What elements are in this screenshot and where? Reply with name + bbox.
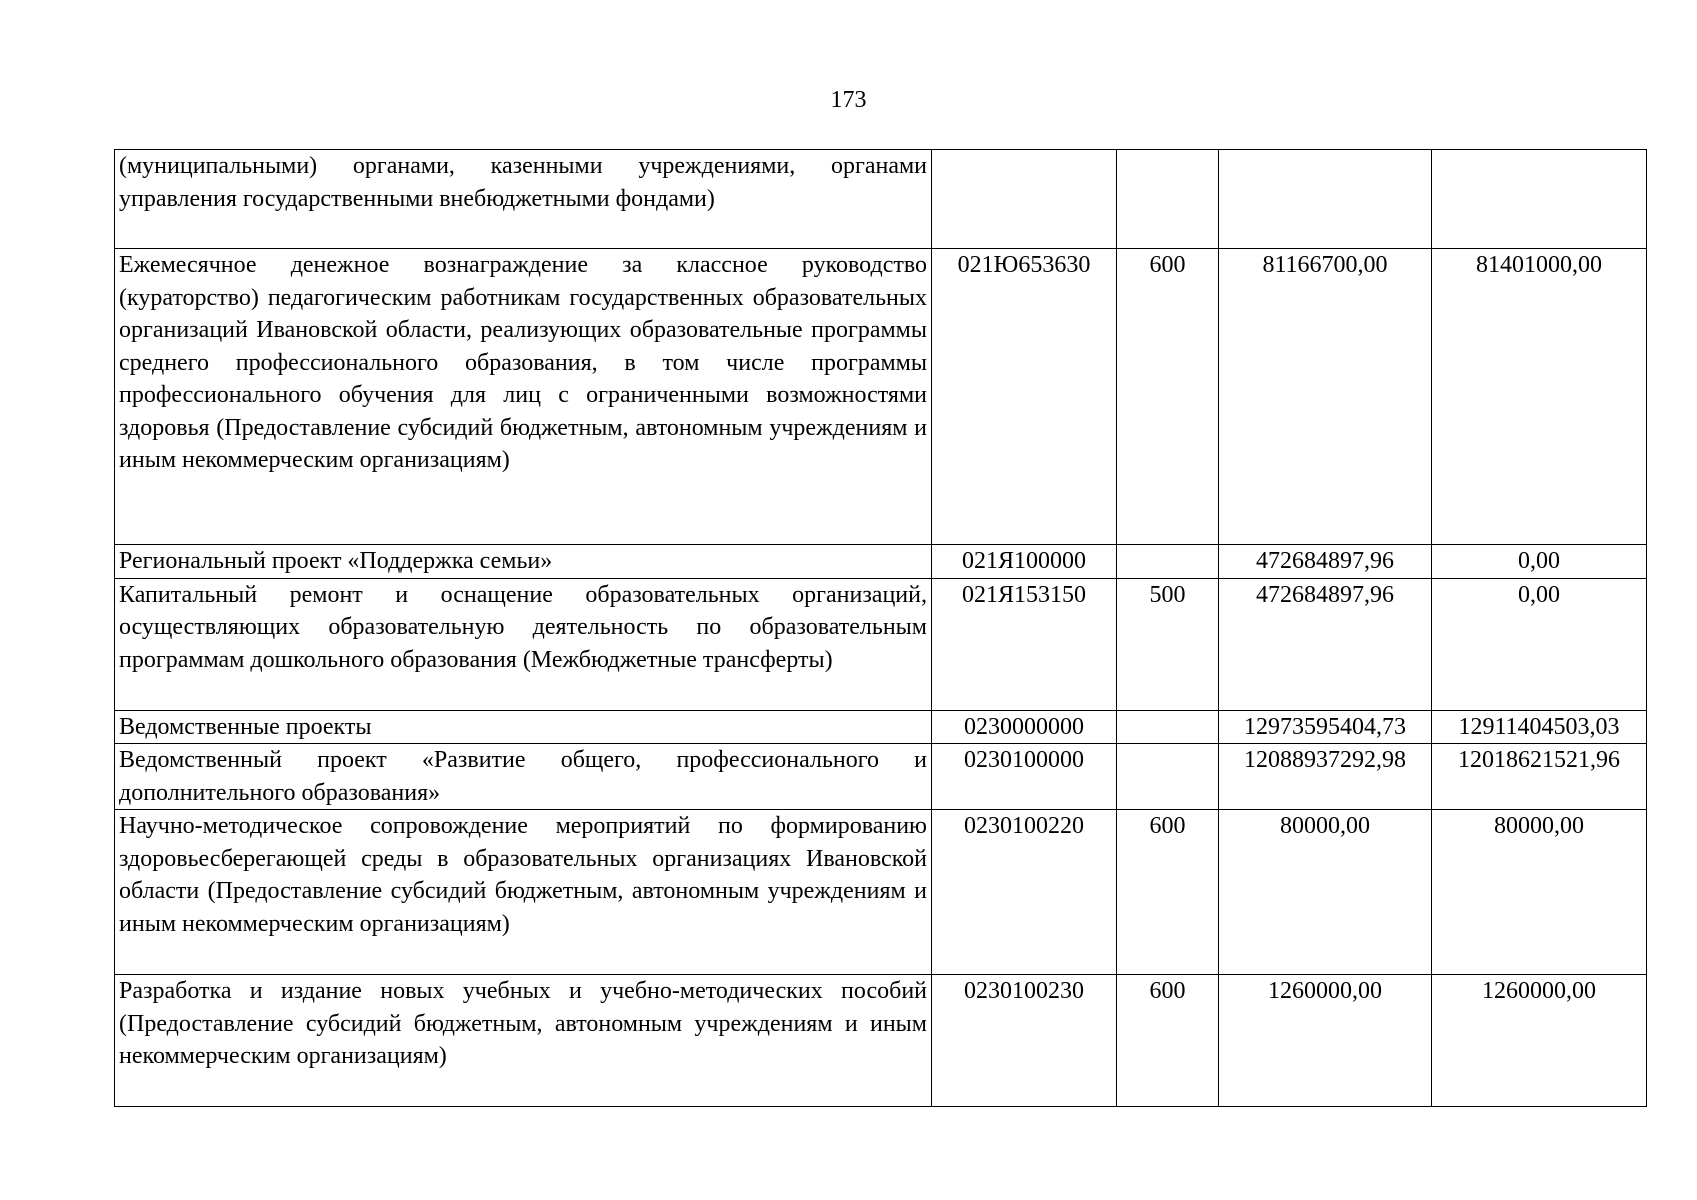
row-amount-year1: 472684897,96 — [1219, 545, 1432, 579]
row-expense-type — [1117, 545, 1219, 579]
row-amount-year2: 81401000,00 — [1432, 249, 1647, 545]
row-expense-type: 600 — [1117, 975, 1219, 1107]
row-amount-year1: 472684897,96 — [1219, 578, 1432, 710]
row-amount-year2: 1260000,00 — [1432, 975, 1647, 1107]
table-row — [115, 249, 1647, 545]
row-description: Ведомственные проекты — [115, 710, 932, 744]
row-amount-year1: 80000,00 — [1219, 810, 1432, 975]
row-target-code: 021Я100000 — [932, 545, 1117, 579]
row-description: Разработка и издание новых учебных и учебно-методических пособий (Предоставление субсидий бюджетным, автономным учреждениям и иным некоммерческим организациям) — [115, 975, 932, 1107]
row-target-code: 0230000000 — [932, 710, 1117, 744]
row-expense-type: 600 — [1117, 249, 1219, 545]
row-target-code: 0230100220 — [932, 810, 1117, 975]
row-amount-year2: 80000,00 — [1432, 810, 1647, 975]
row-amount-year1: 81166700,00 — [1219, 249, 1432, 545]
row-expense-type — [1117, 150, 1219, 249]
budget-table — [114, 149, 1647, 1107]
row-description: Региональный проект «Поддержка семьи» — [115, 545, 932, 579]
table-row — [115, 975, 1647, 1107]
row-target-code: 021Ю653630 — [932, 249, 1117, 545]
row-amount-year1: 12088937292,98 — [1219, 744, 1432, 810]
row-target-code: 0230100230 — [932, 975, 1117, 1107]
row-target-code: 021Я153150 — [932, 578, 1117, 710]
table-row — [115, 710, 1647, 744]
row-amount-year1: 12973595404,73 — [1219, 710, 1432, 744]
page-number: 173 — [830, 87, 867, 113]
row-description: Ведомственный проект «Развитие общего, профессионального и дополнительного образования» — [115, 744, 932, 810]
row-amount-year2: 12018621521,96 — [1432, 744, 1647, 810]
row-expense-type — [1117, 744, 1219, 810]
row-target-code — [932, 150, 1117, 249]
table-row — [115, 150, 1647, 249]
row-description: Капитальный ремонт и оснащение образовательных организаций, осуществляющих образовательную деятельность по образовательным программам дошкольного образования (Межбюджетные трансферты) — [115, 578, 932, 710]
row-amount-year2: 0,00 — [1432, 578, 1647, 710]
table-row — [115, 810, 1647, 975]
row-amount-year2 — [1432, 150, 1647, 249]
table-row — [115, 744, 1647, 810]
table-row — [115, 545, 1647, 579]
table-row — [115, 578, 1647, 710]
row-amount-year2: 12911404503,03 — [1432, 710, 1647, 744]
row-description: Научно-методическое сопровождение мероприятий по формированию здоровьесберегающей среды в образовательных организациях Ивановской области (Предоставление субсидий бюджетным, автономным учреждениям и иным некоммерческим организациям) — [115, 810, 932, 975]
row-amount-year1 — [1219, 150, 1432, 249]
row-expense-type — [1117, 710, 1219, 744]
row-target-code: 0230100000 — [932, 744, 1117, 810]
row-amount-year1: 1260000,00 — [1219, 975, 1432, 1107]
row-description: Ежемесячное денежное вознаграждение за классное руководство (кураторство) педагогическим работникам государственных образовательных организаций Ивановской области, реализующих образовательные программы среднего профессионального образования, в том числе программы профессионального обучения для лиц с ограниченными возможностями здоровья (Предоставление субсидий бюджетным, автономным учреждениям и иным некоммерческим организациям) — [115, 249, 932, 545]
row-description: (муниципальными) органами, казенными учреждениями, органами управления государственными внебюджетными фондами) — [115, 150, 932, 249]
row-amount-year2: 0,00 — [1432, 545, 1647, 579]
row-expense-type: 500 — [1117, 578, 1219, 710]
row-expense-type: 600 — [1117, 810, 1219, 975]
